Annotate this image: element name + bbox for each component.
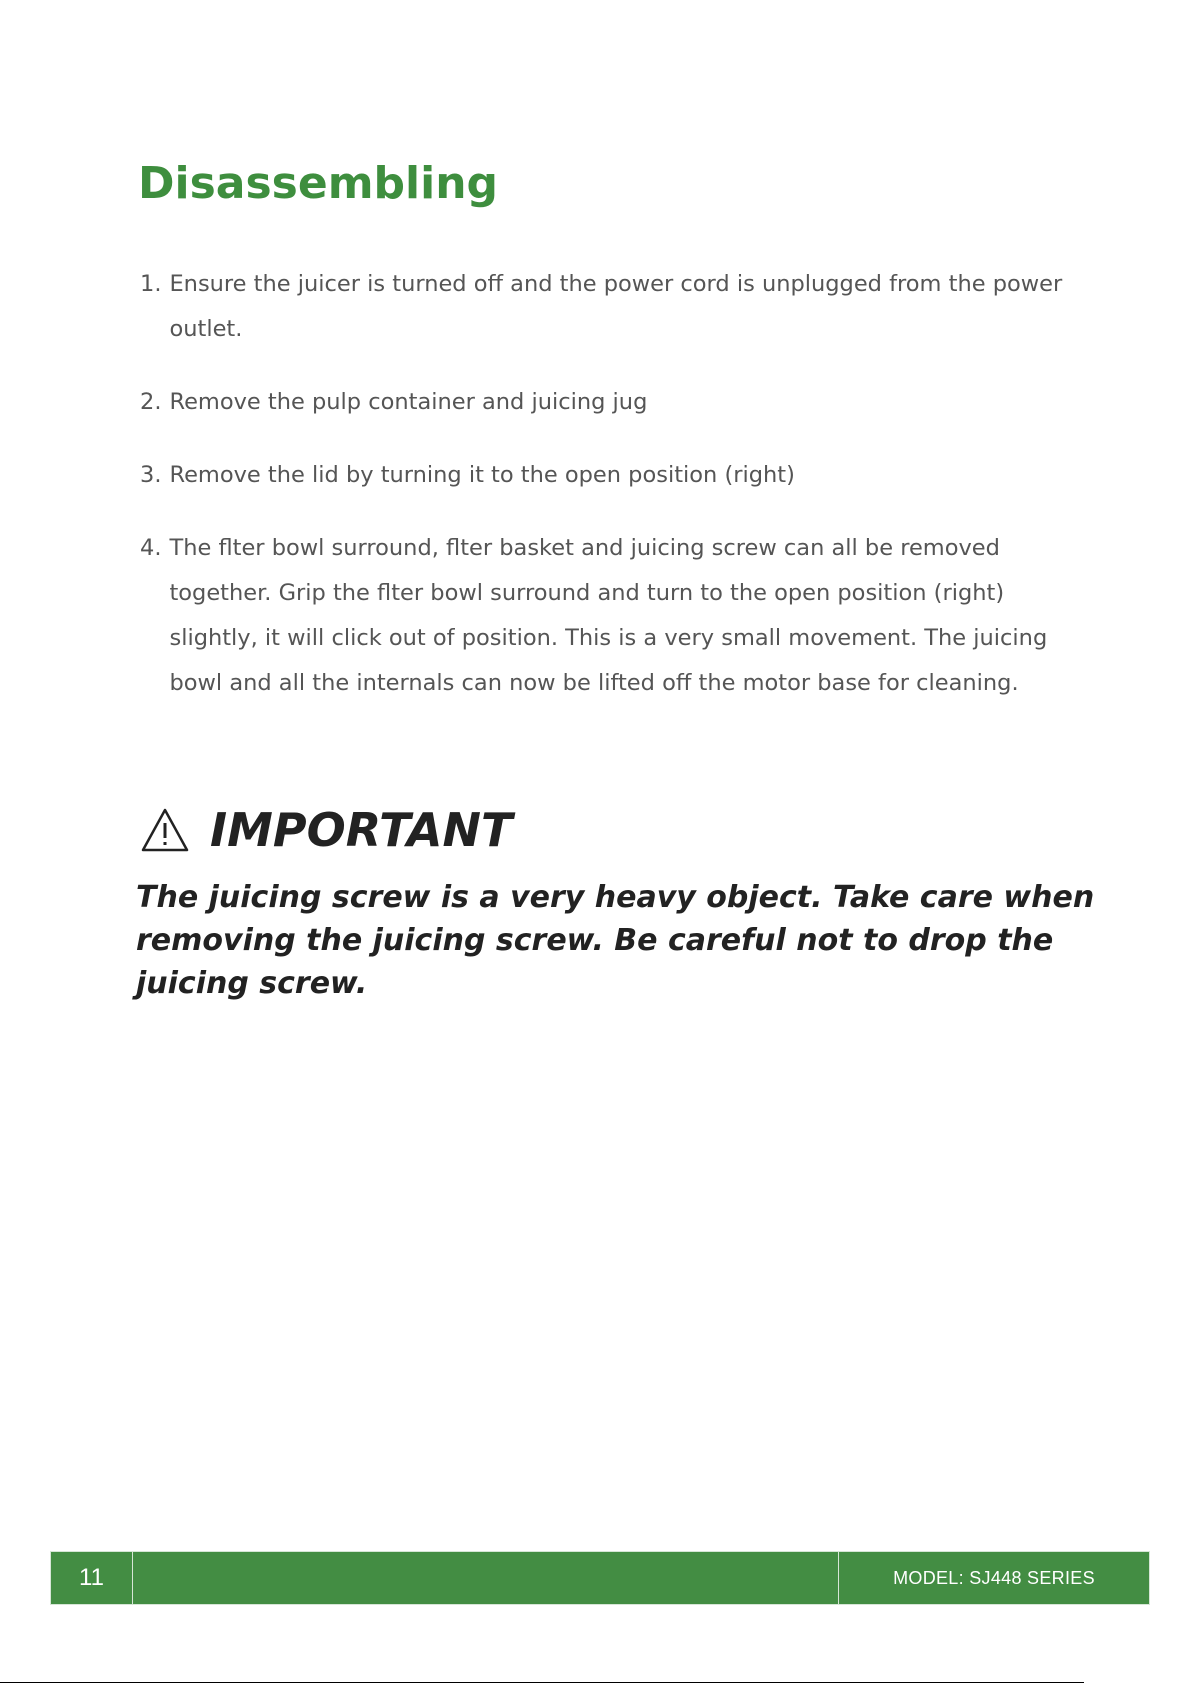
- important-heading: [140, 800, 512, 860]
- instruction-steps: [140, 262, 1080, 734]
- step-text: The flter bowl surround, flter basket and juicing screw can all be removed together. Grip the flter bowl surround and turn to the open position (right) slightly, it will click out of position. This is a very small movement. The juicing bowl and all the internals can now be lifted off the motor base for cleaning.: [169, 535, 1048, 696]
- step-text: Ensure the juicer is turned off and the power cord is unplugged from the power outlet.: [169, 271, 1063, 342]
- step-number: 1.: [140, 271, 162, 297]
- important-label: IMPORTANT: [210, 803, 513, 857]
- step-item: [140, 380, 1080, 425]
- footer-bar: [50, 1551, 1150, 1605]
- model-cell: [839, 1552, 1149, 1604]
- step-number: 4.: [140, 535, 162, 561]
- step-number: 2.: [140, 389, 162, 415]
- step-number: 3.: [140, 462, 162, 488]
- warning-icon: [140, 807, 190, 853]
- important-warning-text: The juicing screw is a very heavy object. Take care when removing the juicing screw. Be careful not to drop the juicing screw.: [136, 880, 1095, 1001]
- footer-spacer: [133, 1552, 839, 1604]
- step-text: Remove the pulp container and juicing jug: [169, 389, 648, 415]
- page-number: 11: [79, 1564, 104, 1591]
- step-item: [140, 453, 1080, 498]
- page-title: Disassembling: [138, 158, 499, 209]
- step-item: [140, 262, 1080, 352]
- page-number-cell: [51, 1552, 133, 1604]
- step-item: [140, 526, 1080, 706]
- step-text: Remove the lid by turning it to the open position (right): [169, 462, 795, 488]
- model-label: MODEL: SJ448 SERIES: [893, 1567, 1095, 1588]
- page-bottom-rule: [0, 1682, 1084, 1683]
